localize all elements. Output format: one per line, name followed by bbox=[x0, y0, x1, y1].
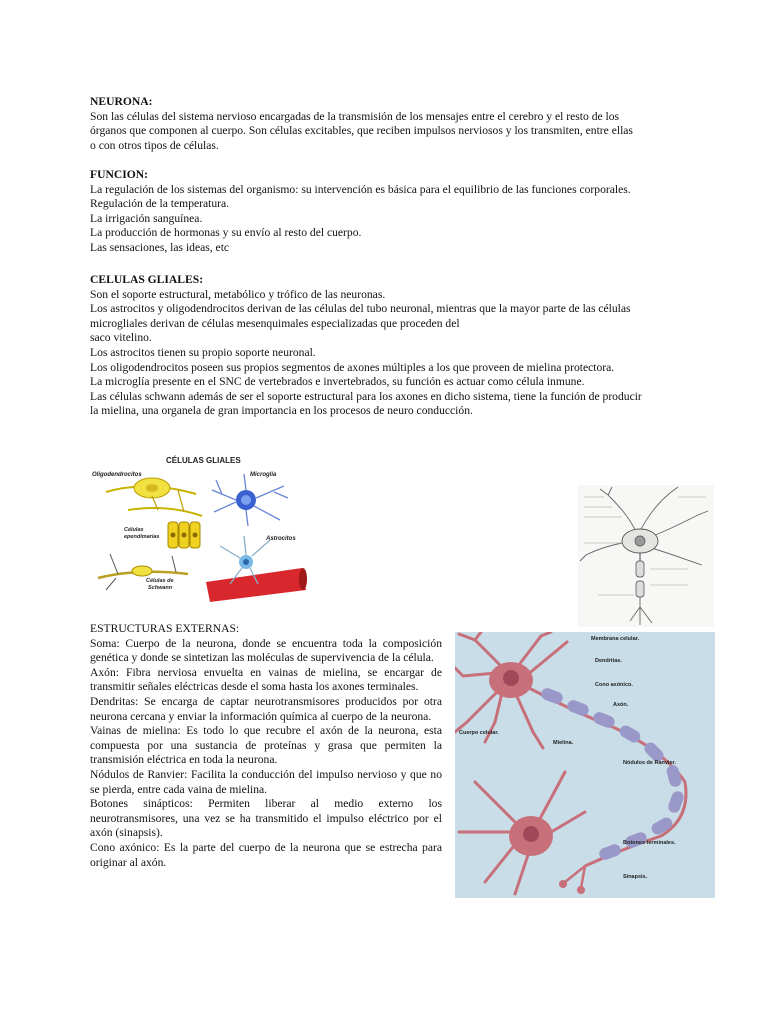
figure-label: Axón. bbox=[613, 702, 629, 708]
paragraph: Vainas de mielina: Es todo lo que recubre el axón de la neurona, esta compuesta por una sustancia de proteínas y grasa que permiten la transmisión eléctrica en toda la neurona. bbox=[90, 724, 442, 767]
paragraph-line: Son las células del sistema nervioso encargadas de la transmisión de los mensajes entre el cerebro y el resto de los bbox=[90, 109, 620, 123]
neuron-structure-figure bbox=[455, 632, 715, 898]
paragraph-line: microgliales derivan de células mesenquimales especializadas que proceden del bbox=[90, 316, 460, 330]
paragraph-line: Las células schwann además de ser el soporte estructural para los axones en dicho sistema, tiene la función de producir bbox=[90, 389, 642, 403]
figure-label: Membrana celular. bbox=[591, 636, 639, 642]
ependymal-cells-drawing bbox=[168, 522, 200, 548]
paragraph: Dendritas: Se encarga de captar neurotransmisores producidos por otra neurona cercana y enviar la información química al cuerpo de la neurona. bbox=[90, 694, 442, 723]
paragraph-line: La producción de hormonas y su envío al resto del cuerpo. bbox=[90, 226, 362, 240]
figure-label: Dendritas. bbox=[595, 658, 622, 664]
paragraph: Cono axónico: Es la parte del cuerpo de la neurona que se estrecha para originar al axón. bbox=[90, 840, 442, 869]
figure-label: Células de bbox=[146, 578, 174, 584]
schwann-cell-drawing bbox=[98, 554, 188, 590]
section-heading: FUNCION: bbox=[90, 168, 148, 181]
neuron-sketch-figure bbox=[578, 485, 714, 627]
section-celulas-gliales bbox=[90, 273, 690, 419]
paragraph-line: órganos que componen al cuerpo. Son células excitables, que reciben impulsos nerviosos y los transmiten, entre ellas bbox=[90, 124, 633, 138]
paragraph-line: Regulación de la temperatura. bbox=[90, 197, 230, 211]
figure-label: Schwann bbox=[148, 585, 173, 591]
section-funcion bbox=[90, 168, 690, 256]
glial-cells-figure bbox=[88, 450, 310, 605]
figure-label: Células bbox=[124, 527, 144, 533]
paragraph-line: La regulación de los sistemas del organismo: su intervención es básica para el equilibrio de las funciones corporales. bbox=[90, 182, 631, 196]
paragraph-line: Los astrocitos y oligodendrocitos derivan de las células del tubo neuronal, mientras que la mayor parte de las células bbox=[90, 302, 631, 316]
paragraph-line: La microglía presente en el SNC de vertebrados e invertebrados, su función es actuar como célula inmune. bbox=[90, 375, 585, 389]
paragraph-line: Los oligodendrocitos poseen sus propios segmentos de axones múltiples a los que proveen de mielina protectora. bbox=[90, 360, 615, 374]
microglia-drawing bbox=[212, 474, 288, 526]
figure-label: Mielina. bbox=[553, 740, 574, 746]
figure-label: Nódulos de Ranvier. bbox=[623, 760, 676, 766]
paragraph-line: o con otros tipos de células. bbox=[90, 138, 219, 152]
figure-title: CÉLULAS GLIALES bbox=[166, 456, 241, 465]
figure-label: Botones terminales. bbox=[623, 840, 676, 846]
paragraph: Nódulos de Ranvier: Facilita la conducción del impulso nervioso y que no se pierda, entre cada vaina de mielina. bbox=[90, 767, 442, 796]
figure-label: Sinapsis. bbox=[623, 874, 648, 880]
paragraph: Axón: Fibra nerviosa envuelta en vainas de mielina, se encargar de transmitir señales eléctricas desde el soma hasta los axones terminales. bbox=[90, 665, 442, 694]
paragraph: Botones sinápticos: Permiten liberar al medio externo los neurotransmisores, una vez se ha transmitido el impulso eléctrico por el axón (sinapsis). bbox=[90, 797, 442, 840]
neuron-drawing bbox=[455, 632, 715, 898]
figure-label: Cono axónico. bbox=[595, 682, 633, 688]
paragraph-line: La irrigación sanguínea. bbox=[90, 211, 203, 225]
section-heading: NEURONA: bbox=[90, 95, 153, 108]
paragraph-line: Las sensaciones, las ideas, etc bbox=[90, 240, 230, 254]
section-estructuras-externas bbox=[90, 622, 442, 870]
paragraph: Soma: Cuerpo de la neurona, donde se encuentra toda la composición genética y donde se sintetizan las moléculas de supervivencia de la célula. bbox=[90, 636, 442, 665]
astrocyte-drawing bbox=[206, 536, 307, 602]
figure-label: Microglía bbox=[250, 472, 277, 478]
section-heading: ESTRUCTURAS EXTERNAS: bbox=[90, 622, 240, 635]
paragraph-line: saco vitelino. bbox=[90, 331, 152, 345]
oligodendrocyte-drawing bbox=[106, 478, 202, 516]
paragraph-line: Los astrocitos tienen su propio soporte neuronal. bbox=[90, 345, 316, 359]
section-heading: CELULAS GLIALES: bbox=[90, 273, 204, 286]
figure-label: Oligodendrocitos bbox=[92, 472, 142, 478]
figure-label: Cuerpo celular. bbox=[459, 730, 499, 736]
paragraph-line: la mielina, una organela de gran importancia en los procesos de neuro conducción. bbox=[90, 404, 473, 418]
figure-label: Astrocitos bbox=[266, 536, 296, 542]
paragraph-line: Son el soporte estructural, metabólico y trófico de las neuronas. bbox=[90, 287, 386, 301]
figure-label: ependimarias bbox=[124, 534, 160, 540]
section-neurona bbox=[90, 95, 690, 153]
neuron-sketch-drawing bbox=[578, 485, 714, 627]
glial-cells-drawing bbox=[88, 450, 310, 605]
